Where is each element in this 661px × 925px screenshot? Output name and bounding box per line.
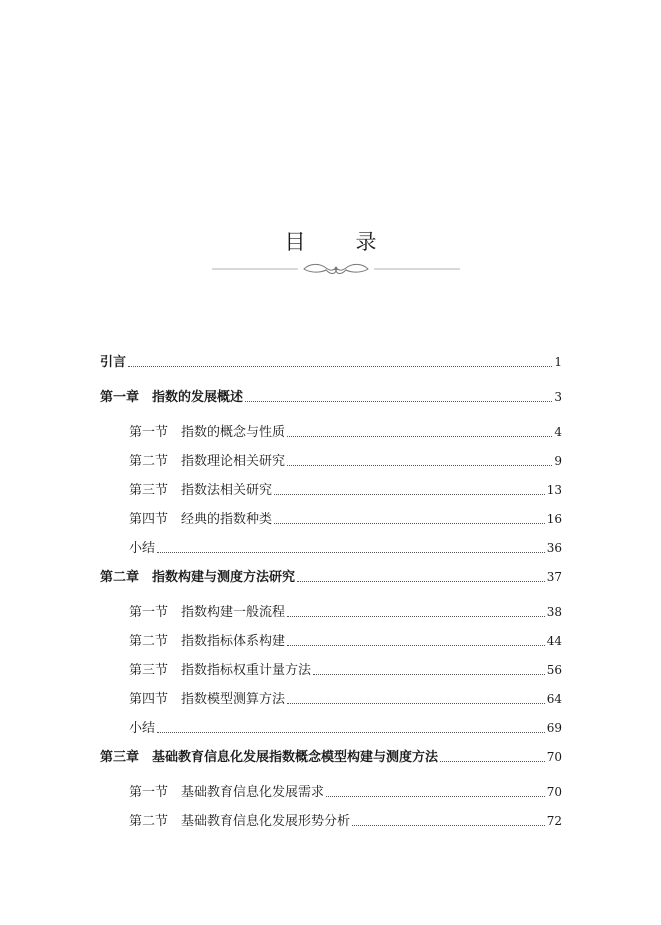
toc-entry-number: 第三节 [129,483,169,498]
toc-entry-number: 引言 [100,355,127,370]
toc-entry-number: 第二章 [100,570,140,585]
toc-page-number: 1 [554,355,562,369]
toc-dot-leader [313,674,545,675]
toc-entry[interactable] [100,451,562,471]
toc-entry-number: 第四节 [129,692,169,707]
toc-page-number: 3 [554,390,562,404]
toc-dot-leader [352,825,545,826]
toc-page-number: 36 [546,541,562,555]
toc-page-number: 38 [546,605,562,619]
toc-entry[interactable] [100,422,562,442]
toc-entry[interactable] [100,538,562,558]
toc-page-number: 69 [546,721,562,735]
toc-entry[interactable] [100,352,562,372]
toc-entry[interactable] [100,631,562,651]
toc-entry[interactable] [100,660,562,680]
toc-entry-number: 小结 [129,541,156,556]
toc-entry-title: 指数构建与测度方法研究 [152,570,296,585]
toc-page-number: 70 [546,750,562,764]
toc-entry-number: 第一章 [100,390,140,405]
toc-entry-number: 小结 [129,721,156,736]
toc-page-number: 44 [546,634,562,648]
toc-page-number: 72 [546,814,562,828]
toc-dot-leader [287,703,545,704]
title-char-left: 目 [284,230,306,254]
toc-entry-title: 经典的指数种类 [181,512,273,527]
toc-entry-number: 第二节 [129,814,169,829]
toc-page-number: 56 [546,663,562,677]
toc-page-number: 13 [546,483,562,497]
toc-dot-leader [245,401,552,402]
toc-entry-title: 指数指标体系构建 [181,634,286,649]
toc-dot-leader [287,645,545,646]
toc-entry-number: 第二节 [129,634,169,649]
toc-dot-leader [326,796,545,797]
toc-page-number: 16 [546,512,562,526]
toc-page-number: 4 [554,425,562,439]
toc-page-number: 37 [546,570,562,584]
page-title [0,226,661,256]
toc-dot-leader [287,616,545,617]
toc-entry[interactable] [100,480,562,500]
toc-dot-leader [440,761,545,762]
toc-entry-title: 指数法相关研究 [181,483,273,498]
toc-entry-title: 指数指标权重计量方法 [181,663,312,678]
toc-entry-title: 基础教育信息化发展需求 [181,785,325,800]
toc-dot-leader [157,732,545,733]
toc-dot-leader [274,494,545,495]
toc-dot-leader [287,436,552,437]
toc-entry-title: 基础教育信息化发展指数概念模型构建与测度方法 [152,750,439,765]
toc-entry[interactable] [100,509,562,529]
toc-entry-number: 第一节 [129,425,169,440]
toc-entry[interactable] [100,387,562,407]
toc-entry[interactable] [100,689,562,709]
toc-entry-title: 指数的发展概述 [152,390,244,405]
toc-page-number: 70 [546,785,562,799]
toc-dot-leader [287,465,552,466]
toc-entry-title: 指数的概念与性质 [181,425,286,440]
toc-dot-leader [274,523,545,524]
toc-entry-number: 第四节 [129,512,169,527]
toc-entry-number: 第二节 [129,454,169,469]
toc-entry[interactable] [100,567,562,587]
toc-dot-leader [157,552,545,553]
toc-entry-number: 第三章 [100,750,140,765]
title-char-right: 录 [355,230,377,254]
toc-entry[interactable] [100,811,562,831]
toc-entry[interactable] [100,602,562,622]
toc-entry-number: 第一节 [129,605,169,620]
toc-page-number: 64 [546,692,562,706]
toc-entry[interactable] [100,718,562,738]
toc-dot-leader [297,581,545,582]
toc-entry[interactable] [100,747,562,767]
toc-dot-leader [128,366,552,367]
toc-entry-title: 基础教育信息化发展形势分析 [181,814,351,829]
title-ornament-divider [210,261,462,277]
toc-entry-title: 指数构建一般流程 [181,605,286,620]
toc-entry-title: 指数模型测算方法 [181,692,286,707]
toc-page-number: 9 [554,454,562,468]
toc-entry-title: 指数理论相关研究 [181,454,286,469]
toc-entry[interactable] [100,782,562,802]
toc-entry-number: 第三节 [129,663,169,678]
toc-entry-number: 第一节 [129,785,169,800]
